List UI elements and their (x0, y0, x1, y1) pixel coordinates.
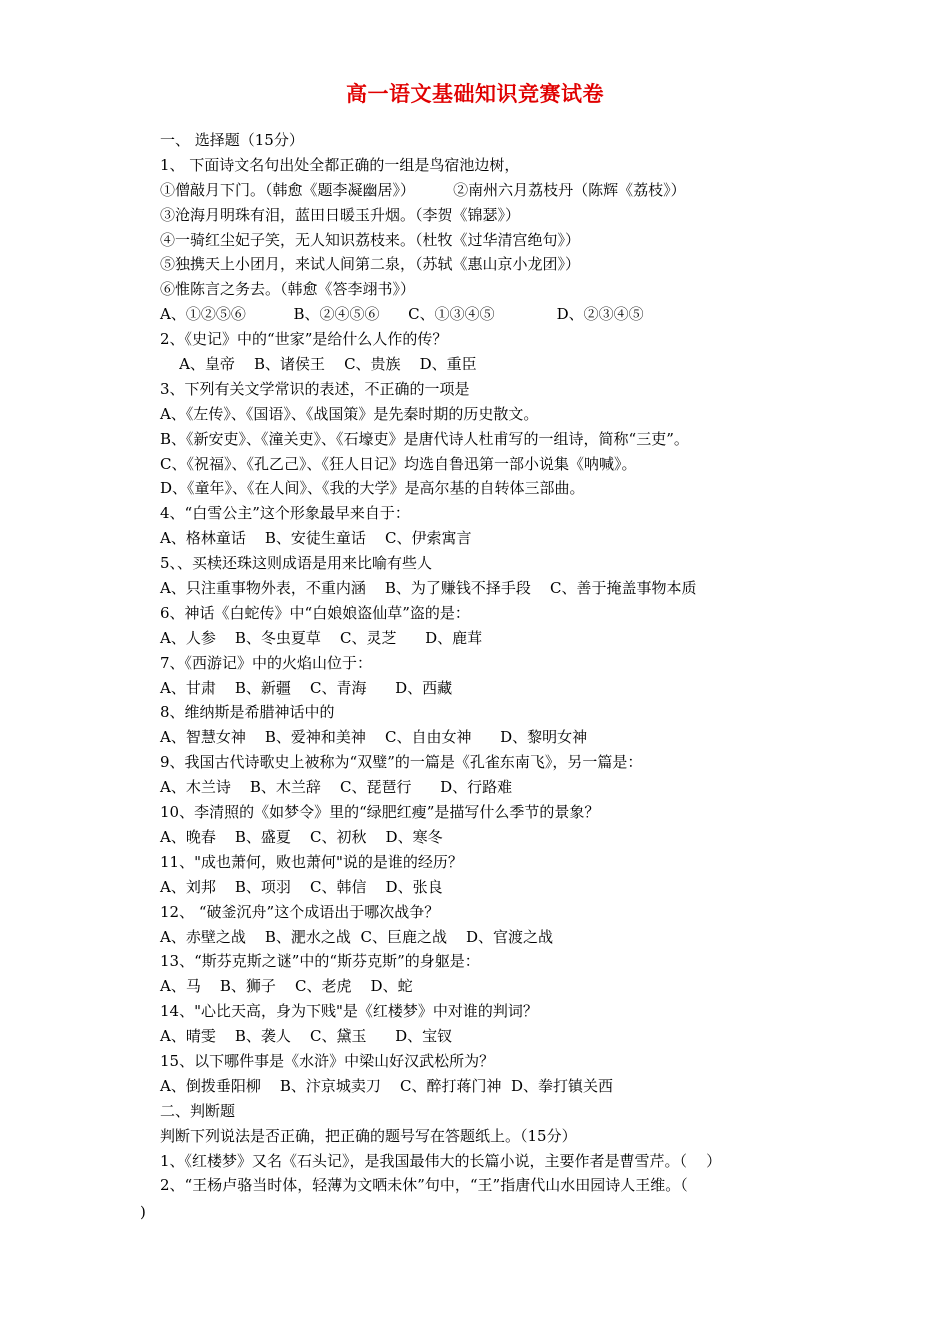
answer-options: A、刘邦 B、项羽 C、韩信 D、张良 (160, 877, 443, 896)
question-text: 7、《西游记》中的火焰山位于： (160, 653, 373, 672)
question-text: 10、李清照的《如梦令》里的“绿肥红瘦”是描写什么季节的景象？ (160, 803, 600, 822)
answer-options: D、《童年》、《在人间》、《我的大学》是高尔基的自转体三部曲。 (160, 479, 585, 498)
judgement-item: 2、“王杨卢骆当时体，轻薄为文哂未休”句中，“王”指唐代山水田园诗人王维。（ (160, 1176, 688, 1195)
question-text: 6、神话《白蛇传》中“白娘娘盗仙草”盗的是： (160, 603, 470, 622)
answer-options: A、《左传》、《国语》、《战国策》是先秦时期的历史散文。 (160, 404, 539, 423)
question-text: 4、“白雪公主”这个形象最早来自于： (160, 504, 410, 523)
answer-options: A、倒拨垂阳柳 B、汴京城卖刀 C、醉打蒋门神 D、拳打镇关西 (160, 1076, 614, 1095)
exam-body (160, 128, 840, 1198)
answer-options: A、智慧女神 B、爱神和美神 C、自由女神 D、黎明女神 (160, 728, 588, 747)
question-text: 2、《史记》中的“世家”是给什么人作的传？ (160, 330, 448, 349)
section-heading: 一、 选择题（15分） (160, 131, 304, 149)
question-text: 1、 下面诗文名句出处全都正确的一组是鸟宿池边树， (160, 155, 520, 174)
answer-options: A、①②⑤⑥ B、②④⑤⑥ C、①③④⑤ D、②③④⑤ (160, 305, 644, 324)
option-line: ③沧海月明珠有泪，蓝田日暖玉升烟。（李贺《锦瑟》） (160, 205, 521, 224)
answer-options: A、皇帝 B、诸侯王 C、贵族 D、重臣 (160, 355, 477, 374)
answer-options: A、木兰诗 B、木兰辞 C、琵琶行 D、行路难 (160, 778, 513, 797)
question-text: 14、"心比天高，身为下贱"是《红楼梦》中对谁的判词？ (160, 1002, 538, 1021)
answer-options: A、赤壁之战 B、淝水之战 C、巨鹿之战 D、官渡之战 (160, 927, 554, 946)
answer-options: A、只注重事物外表，不重内涵 B、为了赚钱不择手段 C、善于掩盖事物本质 (160, 579, 697, 598)
answer-options: A、晚春 B、盛夏 C、初秋 D、寒冬 (160, 827, 443, 846)
question-text: 11、"成也萧何，败也萧何"说的是谁的经历？ (160, 852, 463, 871)
answer-options: A、马 B、狮子 C、老虎 D、蛇 (160, 977, 413, 996)
question-text: 3、下列有关文学常识的表述，不正确的一项是 (160, 379, 470, 398)
question-text: 9、我国古代诗歌史上被称为“双璧”的一篇是《孔雀东南飞》，另一篇是： (160, 753, 643, 772)
option-line: ④一骑红尘妃子笑，无人知识荔枝来。（杜牧《过华清宫绝句》） (160, 230, 581, 249)
question-text: 5、、买椟还珠这则成语是用来比喻有些人 (160, 554, 433, 573)
section-instruction: 判断下列说法是否正确，把正确的题号写在答题纸上。（15分） (160, 1126, 577, 1145)
page-title: 高一语文基础知识竞赛试卷 (346, 82, 604, 106)
option-line: ⑥惟陈言之务去。（韩愈《答李翊书》） (160, 280, 416, 299)
answer-options: A、晴雯 B、袭人 C、黛玉 D、宝钗 (160, 1027, 453, 1046)
question-text: 13、“斯芬克斯之谜”中的“斯芬克斯”的身躯是： (160, 952, 480, 971)
option-line: ①僧敲月下门。（韩愈《题李凝幽居》） ②南州六月荔枝丹（陈辉《荔枝》） (160, 180, 686, 199)
question-text: 15、以下哪件事是《水浒》中梁山好汉武松所为？ (160, 1051, 495, 1070)
answer-options: A、甘肃 B、新疆 C、青海 D、西藏 (160, 678, 453, 697)
option-line: ⑤独携天上小团月，来试人间第二泉，（苏轼《惠山京小龙团》） (160, 255, 581, 274)
judgement-item: 1、《红楼梦》又名《石头记》，是我国最伟大的长篇小说，主要作者是曹雪芹。（ ） (160, 1151, 722, 1170)
wrapped-paren: ) (140, 1203, 146, 1221)
answer-options: A、格林童话 B、安徒生童话 C、伊索寓言 (160, 529, 472, 548)
answer-options: A、人参 B、冬虫夏草 C、灵芝 D、鹿茸 (160, 628, 483, 647)
answer-options: C、《祝福》、《孔乙己》、《狂人日记》均选自鲁迅第一部小说集《呐喊》。 (160, 454, 637, 473)
answer-options: B、《新安吏》、《潼关吏》、《石壕吏》是唐代诗人杜甫写的一组诗，简称“三吏”。 (160, 429, 689, 448)
section-heading: 二、判断题 (160, 1101, 236, 1120)
question-text: 8、维纳斯是希腊神话中的 (160, 703, 335, 722)
question-text: 12、 “破釜沉舟”这个成语出于哪次战争？ (160, 902, 440, 921)
